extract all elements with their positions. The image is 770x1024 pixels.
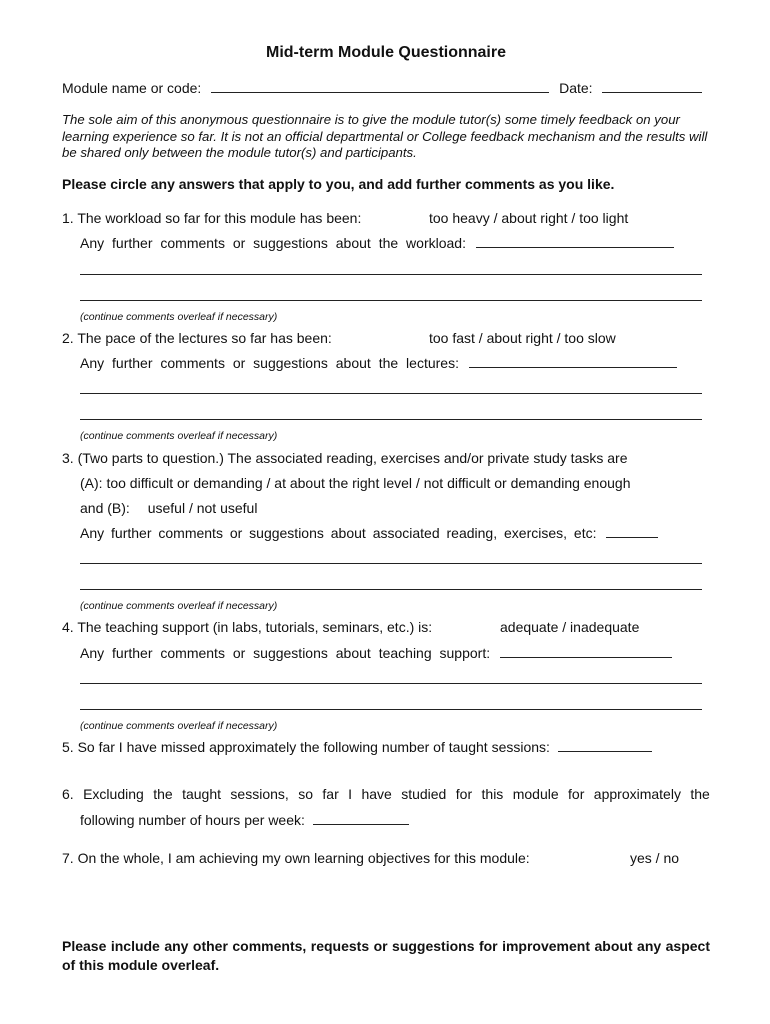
question-6-answer-field[interactable] — [313, 812, 409, 825]
question-6-word: module — [512, 786, 559, 802]
question-3-part-a[interactable]: (A): too difficult or demanding / at about the right level / not difficult or demanding enough — [80, 475, 631, 491]
question-2-comment-line-1[interactable] — [80, 393, 702, 394]
question-2-options[interactable]: too fast / about right / too slow — [429, 330, 616, 346]
question-6-word: taught — [182, 786, 222, 802]
continue-note: (continue comments overleaf if necessary) — [80, 720, 278, 732]
question-6-word: this — [481, 786, 504, 802]
question-3-comment-line-1[interactable] — [80, 563, 702, 564]
question-7: 7. On the whole, I am achieving my own learning objectives for this module: — [62, 850, 530, 866]
intro-paragraph: The sole aim of this anonymous questionnaire is to give the module tutor(s) some timely feedback on your learning experience so far. It is not an official departmental or College feedback mechanism and the results will be shared only between the module tutor(s) and participants. — [62, 112, 708, 160]
page-title: Mid-term Module Questionnaire — [265, 44, 506, 61]
continue-note: (continue comments overleaf if necessary) — [80, 600, 278, 612]
module-date-row — [62, 80, 702, 96]
question-6-word: for — [568, 786, 585, 802]
question-6-word: I — [348, 786, 353, 802]
question-3-comment-field[interactable] — [606, 525, 658, 538]
question-2-comment-prompt: Any further comments or suggestions about the lectures: — [80, 355, 459, 371]
question-3-comment-prompt: Any further comments or suggestions about associated reading, exercises, etc: — [80, 525, 597, 541]
question-1-comment-line-1[interactable] — [80, 274, 702, 275]
question-3-part-b — [80, 500, 257, 516]
question-2-comment-line-2[interactable] — [80, 419, 702, 420]
question-4-comment-prompt: Any further comments or suggestions about teaching support: — [80, 645, 491, 661]
date-label: Date: — [559, 80, 593, 96]
question-7-options[interactable]: yes / no — [630, 850, 680, 866]
question-3-comment-line-2[interactable] — [80, 589, 702, 590]
question-3-part-b-label: and (B): — [80, 500, 130, 516]
question-3: 3. (Two parts to question.) The associated reading, exercises and/or private study tasks are — [62, 450, 628, 466]
question-6-word: sessions, — [230, 786, 289, 802]
question-6-word: so — [298, 786, 313, 802]
question-6-word: the — [690, 786, 710, 802]
question-5-row — [62, 739, 652, 755]
question-3-comment-row — [80, 525, 658, 541]
question-6-word: approximately — [593, 786, 681, 802]
closing-statement: Please include any other comments, requests or suggestions for improvement about any aspect of this module overleaf. — [62, 938, 710, 973]
question-4-comment-row — [80, 645, 672, 661]
question-4-comment-line-1[interactable] — [80, 683, 702, 684]
question-2-comment-field[interactable] — [469, 355, 677, 368]
module-label: Module name or code: — [62, 80, 202, 96]
question-6-line-2-row — [80, 812, 409, 828]
question-1: 1. The workload so far for this module has been: — [62, 210, 362, 226]
question-5-answer-field[interactable] — [558, 739, 652, 752]
question-6-word: Excluding — [83, 786, 144, 802]
question-6-word: 6. — [62, 786, 74, 802]
module-name-field[interactable] — [211, 80, 549, 93]
question-6-line-2: following number of hours per week: — [80, 812, 305, 828]
question-6-word: the — [153, 786, 173, 802]
date-field[interactable] — [602, 80, 702, 93]
question-5: 5. So far I have missed approximately the following number of taught sessions: — [62, 739, 550, 755]
question-1-comment-row — [80, 235, 674, 251]
question-6 — [62, 786, 710, 802]
continue-note: (continue comments overleaf if necessary) — [80, 311, 278, 323]
question-6-word: have — [361, 786, 392, 802]
question-1-comment-line-2[interactable] — [80, 300, 702, 301]
question-4-comment-field[interactable] — [500, 645, 672, 658]
question-4: 4. The teaching support (in labs, tutorials, seminars, etc.) is: — [62, 619, 433, 635]
question-6-word: far — [322, 786, 339, 802]
question-6-word: studied — [401, 786, 447, 802]
question-2-comment-row — [80, 355, 677, 371]
question-1-options[interactable]: too heavy / about right / too light — [429, 210, 629, 226]
question-4-comment-line-2[interactable] — [80, 709, 702, 710]
instruction-text: Please circle any answers that apply to you, and add further comments as you like. — [62, 176, 615, 192]
question-2: 2. The pace of the lectures so far has been: — [62, 330, 332, 346]
continue-note: (continue comments overleaf if necessary) — [80, 430, 278, 442]
question-3-part-b-options[interactable]: useful / not useful — [147, 500, 258, 516]
question-6-word: for — [455, 786, 473, 802]
question-4-options[interactable]: adequate / inadequate — [500, 619, 640, 635]
question-1-comment-field[interactable] — [476, 235, 674, 248]
question-1-comment-prompt: Any further comments or suggestions about the workload: — [80, 235, 466, 251]
